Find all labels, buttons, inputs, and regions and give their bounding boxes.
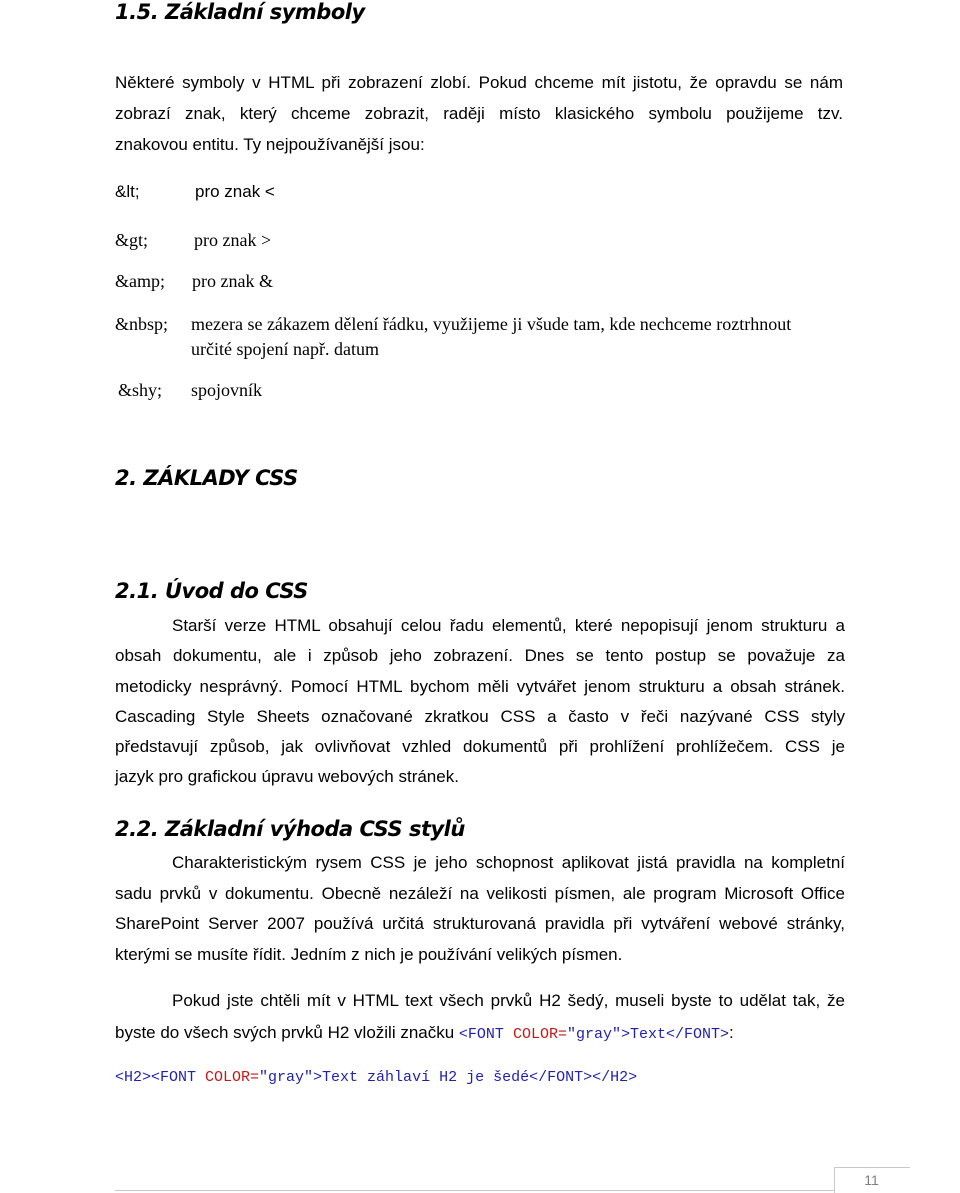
section-heading-2-2: 2.2. Základní výhoda CSS stylů xyxy=(115,817,465,841)
entity-desc-amp: pro znak & xyxy=(192,271,273,291)
intro-line-1: Některé symboly v HTML při zobrazení zlobí. Pokud chceme mít jistotu, že opravdu se nám xyxy=(115,73,843,92)
entity-code-lt: &lt; xyxy=(115,182,140,201)
advantage-line-4: kterými se musíte řídit. Jedním z nich je používání velikých písmen. xyxy=(115,945,623,964)
entity-desc-nbsp: mezera se zákazem dělení řádku, využijeme ji všude tam, kde nechceme roztrhnout xyxy=(191,314,792,334)
code-example-open: <H2><FONT xyxy=(115,1069,197,1086)
font-tag-line-2-text: byste do všech svých prvků H2 vložili značku xyxy=(115,1023,459,1042)
entity-desc-gt: pro znak > xyxy=(194,230,272,250)
inline-code-trail: : xyxy=(729,1023,734,1042)
section-heading-2-1: 2.1. Úvod do CSS xyxy=(115,579,308,603)
intro-css-line-3: metodicky nesprávný. Pomocí HTML bychom měli vytvářet jenom strukturu a obsah stránek. xyxy=(115,677,845,696)
inline-code xyxy=(459,1026,729,1043)
inline-code-value: "gray" xyxy=(566,1026,621,1043)
entity-code-shy: &shy; xyxy=(118,380,163,400)
inline-code-open-tag: <FONT xyxy=(458,1026,504,1043)
code-example-attr: COLOR= xyxy=(196,1069,260,1086)
advantage-line-2: sadu prvků v dokumentu. Obecně nezáleží na velikosti písmen, ale program Microsoft Office xyxy=(115,884,845,903)
advantage-line-1: Charakteristickým rysem CSS je jeho schopnost aplikovat jistá pravidla na kompletní xyxy=(172,853,845,872)
section-heading-1-5: 1.5. Základní symboly xyxy=(115,0,365,24)
font-tag-line-2 xyxy=(115,1023,734,1043)
intro-css-line-6: jazyk pro grafickou úpravu webových stránek. xyxy=(115,767,459,786)
intro-css-line-2: obsah dokumentu, ale i způsob jeho zobrazení. Dnes se tento postup se považuje za xyxy=(115,646,845,665)
entity-code-amp: &amp; xyxy=(115,271,165,291)
entity-desc-lt: pro znak < xyxy=(195,182,275,201)
intro-css-line-5: představují způsob, jak ovlivňovat vzhled dokumentů při prohlížení prohlížečem. CSS je xyxy=(115,737,845,756)
inline-code-rest: >Text</FONT> xyxy=(620,1026,729,1043)
page-number: 11 xyxy=(864,1172,879,1188)
entity-code-gt: &gt; xyxy=(115,230,149,250)
advantage-line-3: SharePoint Server 2007 používá určitá strukturovaná pravidla při vytváření webové stránky, xyxy=(115,914,845,933)
inline-code-attr: COLOR= xyxy=(503,1026,567,1043)
entity-code-nbsp: &nbsp; xyxy=(115,314,169,334)
intro-css-line-4: Cascading Style Sheets označované zkratkou CSS a často v řeči nazývané CSS styly xyxy=(115,707,845,726)
entity-desc-nbsp-cont: určité spojení např. datum xyxy=(191,339,379,359)
intro-line-2: zobrazí znak, který chceme zobrazit, raději místo klasického symbolu použijeme tzv. xyxy=(115,104,843,123)
section-heading-2: 2. ZÁKLADY CSS xyxy=(115,466,298,490)
intro-line-3: znakovou entitu. Ty nejpoužívanější jsou: xyxy=(115,135,425,154)
footer-divider xyxy=(115,1190,834,1191)
code-example-rest: >Text záhlaví H2 je šedé</FONT></H2> xyxy=(313,1069,638,1086)
code-example-value: "gray" xyxy=(259,1069,314,1086)
entity-desc-shy: spojovník xyxy=(191,380,263,400)
intro-css-line-1: Starší verze HTML obsahují celou řadu elementů, které nepopisují jenom strukturu a xyxy=(172,616,845,635)
code-example xyxy=(115,1069,637,1086)
font-tag-line-1: Pokud jste chtěli mít v HTML text všech prvků H2 šedý, museli byste to udělat tak, že xyxy=(172,991,845,1010)
